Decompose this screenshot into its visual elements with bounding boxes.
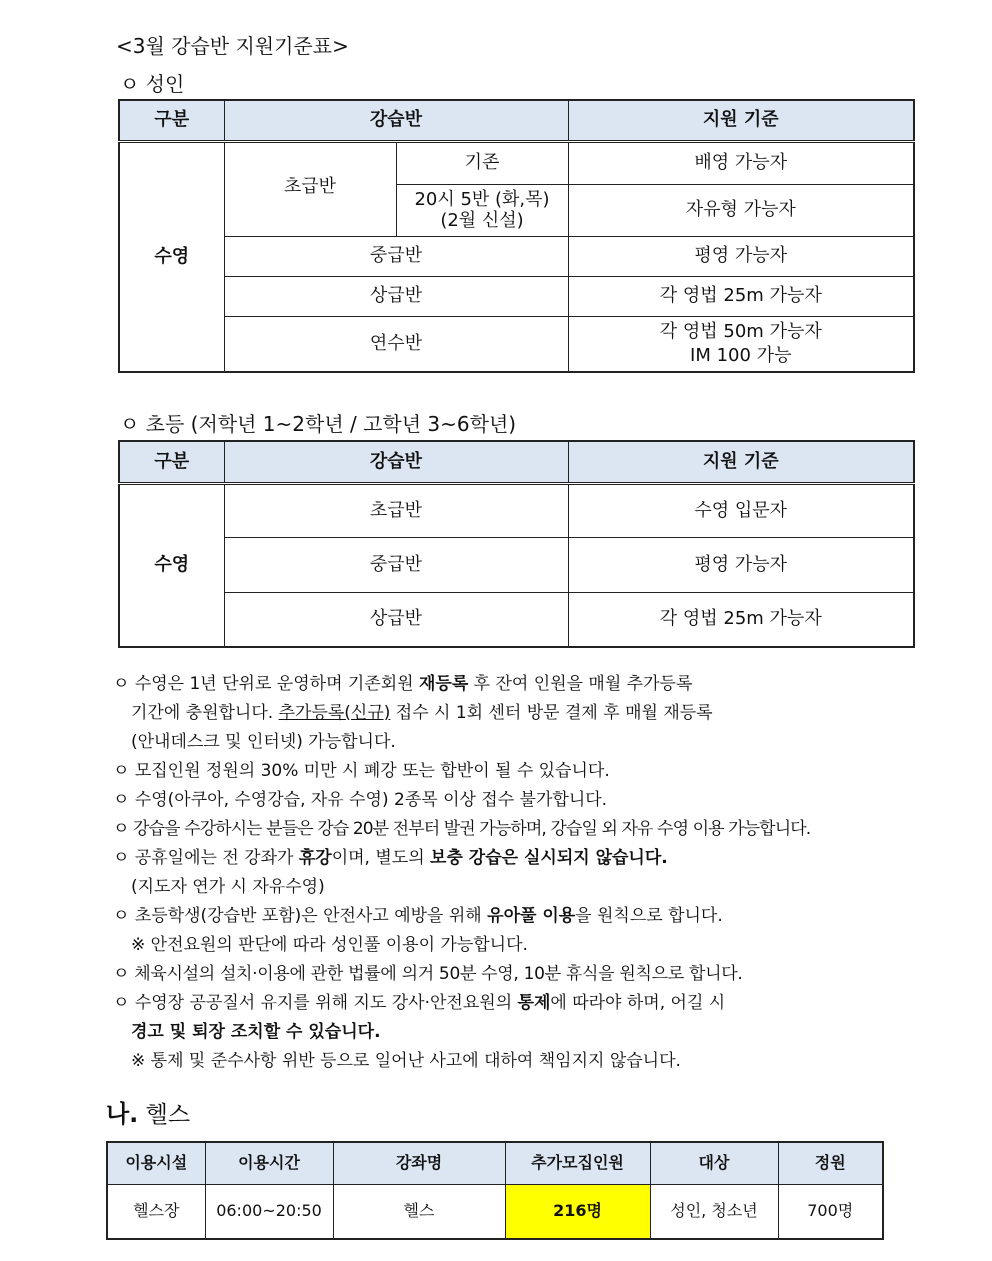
note-5: ㅇ 공휴일에는 전 강좌가 휴강이며, 별도의 보충 강습은 실시되지 않습니다. xyxy=(113,848,668,868)
class-beginner-new-line2: (2월 신설) xyxy=(440,210,524,231)
table-row-criteria: 수영 입문자 xyxy=(568,483,914,537)
health-header-course: 강좌명 xyxy=(333,1142,505,1184)
header-criteria: 지원 기준 xyxy=(568,441,914,483)
health-course: 헬스 xyxy=(333,1184,505,1239)
note-7: ㅇ 체육시설의 설치·이용에 관한 법률에 의거 50분 수영, 10분 휴식을 원칙으로 합니다. xyxy=(113,964,743,984)
note-3: ㅇ 수영(아쿠아, 수영강습, 자유 수영) 2종목 이상 접수 불가합니다. xyxy=(113,790,608,810)
section-label: 헬스 xyxy=(145,1102,191,1128)
criteria-beginner-existing: 배영 가능자 xyxy=(568,141,914,184)
header-class: 강습반 xyxy=(224,100,568,141)
health-header-facility: 이용시설 xyxy=(107,1142,205,1184)
class-intermediate: 중급반 xyxy=(224,236,568,276)
health-section-title xyxy=(106,1094,190,1129)
note-6: ㅇ 초등학생(강습반 포함)은 안전사고 예방을 위해 유아풀 이용을 원칙으로 합니다. xyxy=(113,906,723,926)
criteria-advanced: 각 영법 25m 가능자 xyxy=(568,276,914,316)
note-6-cont: ※ 안전요원의 판단에 따라 성인풀 이용이 가능합니다. xyxy=(131,935,528,955)
note-8-cont2: ※ 통제 및 준수사항 위반 등으로 일어난 사고에 대하여 책임지지 않습니다. xyxy=(131,1051,681,1071)
class-beginner: 초급반 xyxy=(224,141,396,236)
note-1: ㅇ 수영은 1년 단위로 운영하며 기존회원 재등록 후 잔여 인원을 매월 추가등록 xyxy=(113,674,693,694)
note-5-cont: (지도자 연가 시 자유수영) xyxy=(131,877,325,897)
table-row-class: 초급반 xyxy=(224,483,568,537)
health-additional-count: 216명 xyxy=(505,1184,650,1239)
category-swim: 수영 xyxy=(119,483,224,647)
note-8: ㅇ 수영장 공공질서 유지를 위해 지도 강사·안전요원의 통제에 따라야 하며, 어길 시 xyxy=(113,993,726,1013)
table-row-criteria: 각 영법 25m 가능자 xyxy=(568,592,914,647)
note-2: ㅇ 모집인원 정원의 30% 미만 시 폐강 또는 합반이 될 수 있습니다. xyxy=(113,761,610,781)
health-hours: 06:00~20:50 xyxy=(205,1184,333,1239)
note-8-cont: 경고 및 퇴장 조치할 수 있습니다. xyxy=(131,1022,381,1042)
adult-criteria-table xyxy=(118,99,915,373)
table-row-criteria: 평영 가능자 xyxy=(568,537,914,592)
class-beginner-new-line1: 20시 5반 (화,목) xyxy=(414,189,550,210)
header-class: 강습반 xyxy=(224,441,568,483)
health-header-additional: 추가모집인원 xyxy=(505,1142,650,1184)
category-swim: 수영 xyxy=(119,141,224,372)
note-1-cont2: (안내데스크 및 인터넷) 가능합니다. xyxy=(131,732,396,752)
notes-list xyxy=(113,670,913,1076)
header-category: 구분 xyxy=(119,100,224,141)
header-category: 구분 xyxy=(119,441,224,483)
section-number: 나. xyxy=(106,1100,139,1128)
note-1-cont: 기간에 충원합니다. 추가등록(신규) 접수 시 1회 센터 방문 결제 후 매월 재등록 xyxy=(131,703,713,723)
elem-criteria-table xyxy=(118,440,915,648)
criteria-training-line2: IM 100 가능 xyxy=(690,344,792,366)
criteria-training-line1: 각 영법 50m 가능자 xyxy=(659,320,822,342)
class-training: 연수반 xyxy=(224,316,568,372)
health-header-hours: 이용시간 xyxy=(205,1142,333,1184)
adult-section-label: ㅇ 성인 xyxy=(120,72,185,96)
health-header-capacity: 정원 xyxy=(778,1142,883,1184)
criteria-training xyxy=(568,316,914,372)
criteria-beginner-new: 자유형 가능자 xyxy=(568,184,914,236)
health-facility: 헬스장 xyxy=(107,1184,205,1239)
health-header-target: 대상 xyxy=(650,1142,778,1184)
health-capacity: 700명 xyxy=(778,1184,883,1239)
table-row-class: 중급반 xyxy=(224,537,568,592)
health-table xyxy=(106,1141,884,1240)
class-advanced: 상급반 xyxy=(224,276,568,316)
note-4: ㅇ 강습을 수강하시는 분들은 강습 20분 전부터 발권 가능하며, 강습일 외 자유 수영 이용 가능합니다. xyxy=(113,819,811,839)
table-row-class: 상급반 xyxy=(224,592,568,647)
elem-section-label: ㅇ 초등 (저학년 1~2학년 / 고학년 3~6학년) xyxy=(120,412,517,436)
page-title: <3월 강습반 지원기준표> xyxy=(116,34,349,58)
class-beginner-new xyxy=(396,184,568,236)
class-beginner-existing: 기존 xyxy=(396,141,568,184)
health-target: 성인, 청소년 xyxy=(650,1184,778,1239)
criteria-intermediate: 평영 가능자 xyxy=(568,236,914,276)
header-criteria: 지원 기준 xyxy=(568,100,914,141)
